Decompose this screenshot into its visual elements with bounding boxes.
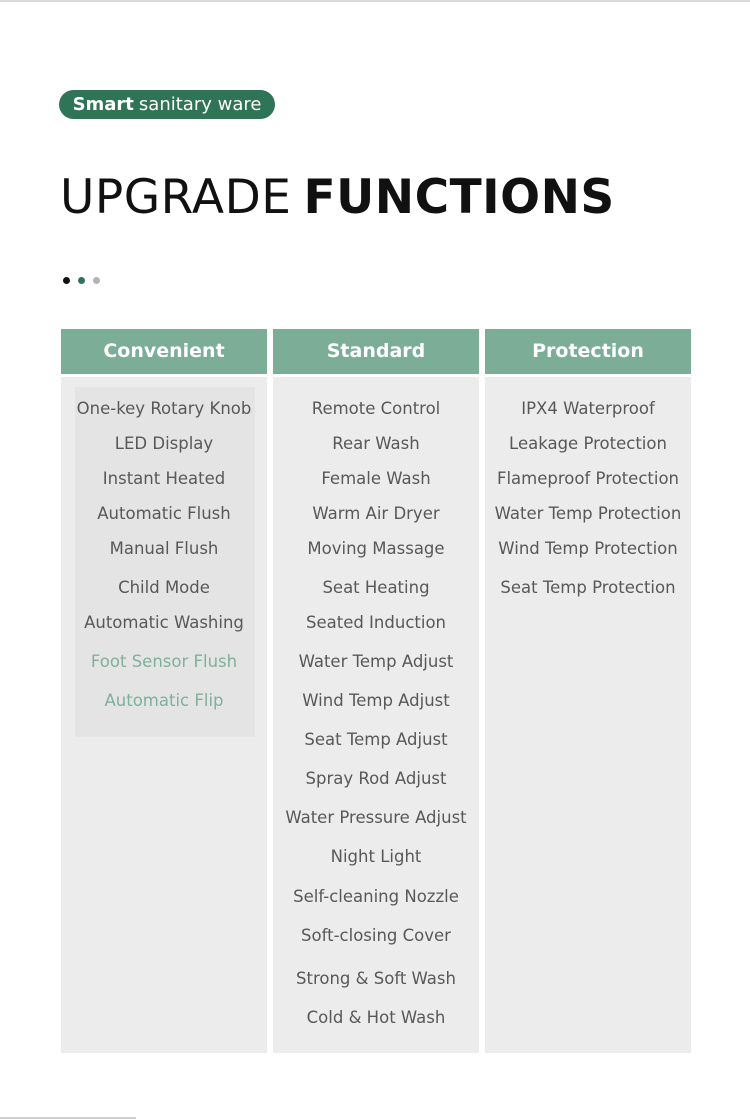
- title-bold-word: FUNCTIONS: [303, 170, 615, 225]
- title-light-word: UPGRADE: [60, 170, 292, 225]
- dot-3: [93, 277, 100, 284]
- column-standard: [273, 329, 479, 1053]
- feature-item: Strong & Soft Wash: [296, 969, 456, 988]
- feature-item: Manual Flush: [109, 539, 219, 558]
- dot-1: [63, 277, 70, 284]
- feature-item: Cold & Hot Wash: [306, 1008, 446, 1027]
- column-header: Protection: [485, 329, 691, 374]
- badge-bold-text: Smart: [72, 94, 134, 115]
- feature-item: Wind Temp Protection: [498, 539, 678, 558]
- feature-item: Wind Temp Adjust: [302, 691, 450, 710]
- top-divider: [0, 0, 750, 2]
- column-body: [273, 377, 479, 1053]
- feature-item: Water Temp Adjust: [298, 652, 454, 671]
- feature-item: Warm Air Dryer: [312, 504, 440, 523]
- feature-item: Self-cleaning Nozzle: [293, 887, 459, 906]
- feature-item: Seat Temp Adjust: [304, 730, 448, 749]
- feature-item: Soft-closing Cover: [301, 926, 451, 945]
- page-title: [60, 170, 615, 225]
- feature-item: One-key Rotary Knob: [76, 399, 252, 418]
- feature-item: Seat Heating: [322, 578, 430, 597]
- feature-item: Remote Control: [311, 399, 441, 418]
- feature-item: Female Wash: [321, 469, 431, 488]
- feature-item: Foot Sensor Flush: [90, 652, 238, 671]
- feature-item: LED Display: [114, 434, 214, 453]
- feature-item: Automatic Flush: [97, 504, 231, 523]
- feature-item: Child Mode: [118, 578, 210, 597]
- column-body: [61, 377, 267, 1053]
- feature-item: Water Temp Protection: [494, 504, 682, 523]
- column-body: [485, 377, 691, 1053]
- feature-item: Spray Rod Adjust: [305, 769, 447, 788]
- column-header: Convenient: [61, 329, 267, 374]
- feature-item: Night Light: [330, 847, 422, 866]
- feature-item: Flameproof Protection: [496, 469, 680, 488]
- feature-item: IPX4 Waterproof: [521, 399, 655, 418]
- column-convenient: [61, 329, 267, 1053]
- feature-item: Rear Wash: [332, 434, 420, 453]
- dot-2: [78, 277, 85, 284]
- feature-item: Water Pressure Adjust: [285, 808, 467, 827]
- badge-regular-text: sanitary ware: [138, 94, 262, 115]
- feature-item: Instant Heated: [102, 469, 226, 488]
- column-protection: [485, 329, 691, 1053]
- feature-item: Leakage Protection: [509, 434, 667, 453]
- feature-item: Seated Induction: [305, 613, 446, 632]
- feature-item: Seat Temp Protection: [500, 578, 676, 597]
- feature-item: Automatic Washing: [84, 613, 244, 632]
- column-header: Standard: [273, 329, 479, 374]
- pagination-dots: [63, 277, 100, 285]
- category-badge: [59, 90, 275, 119]
- feature-item: Automatic Flip: [104, 691, 224, 710]
- feature-item: Moving Massage: [307, 539, 445, 558]
